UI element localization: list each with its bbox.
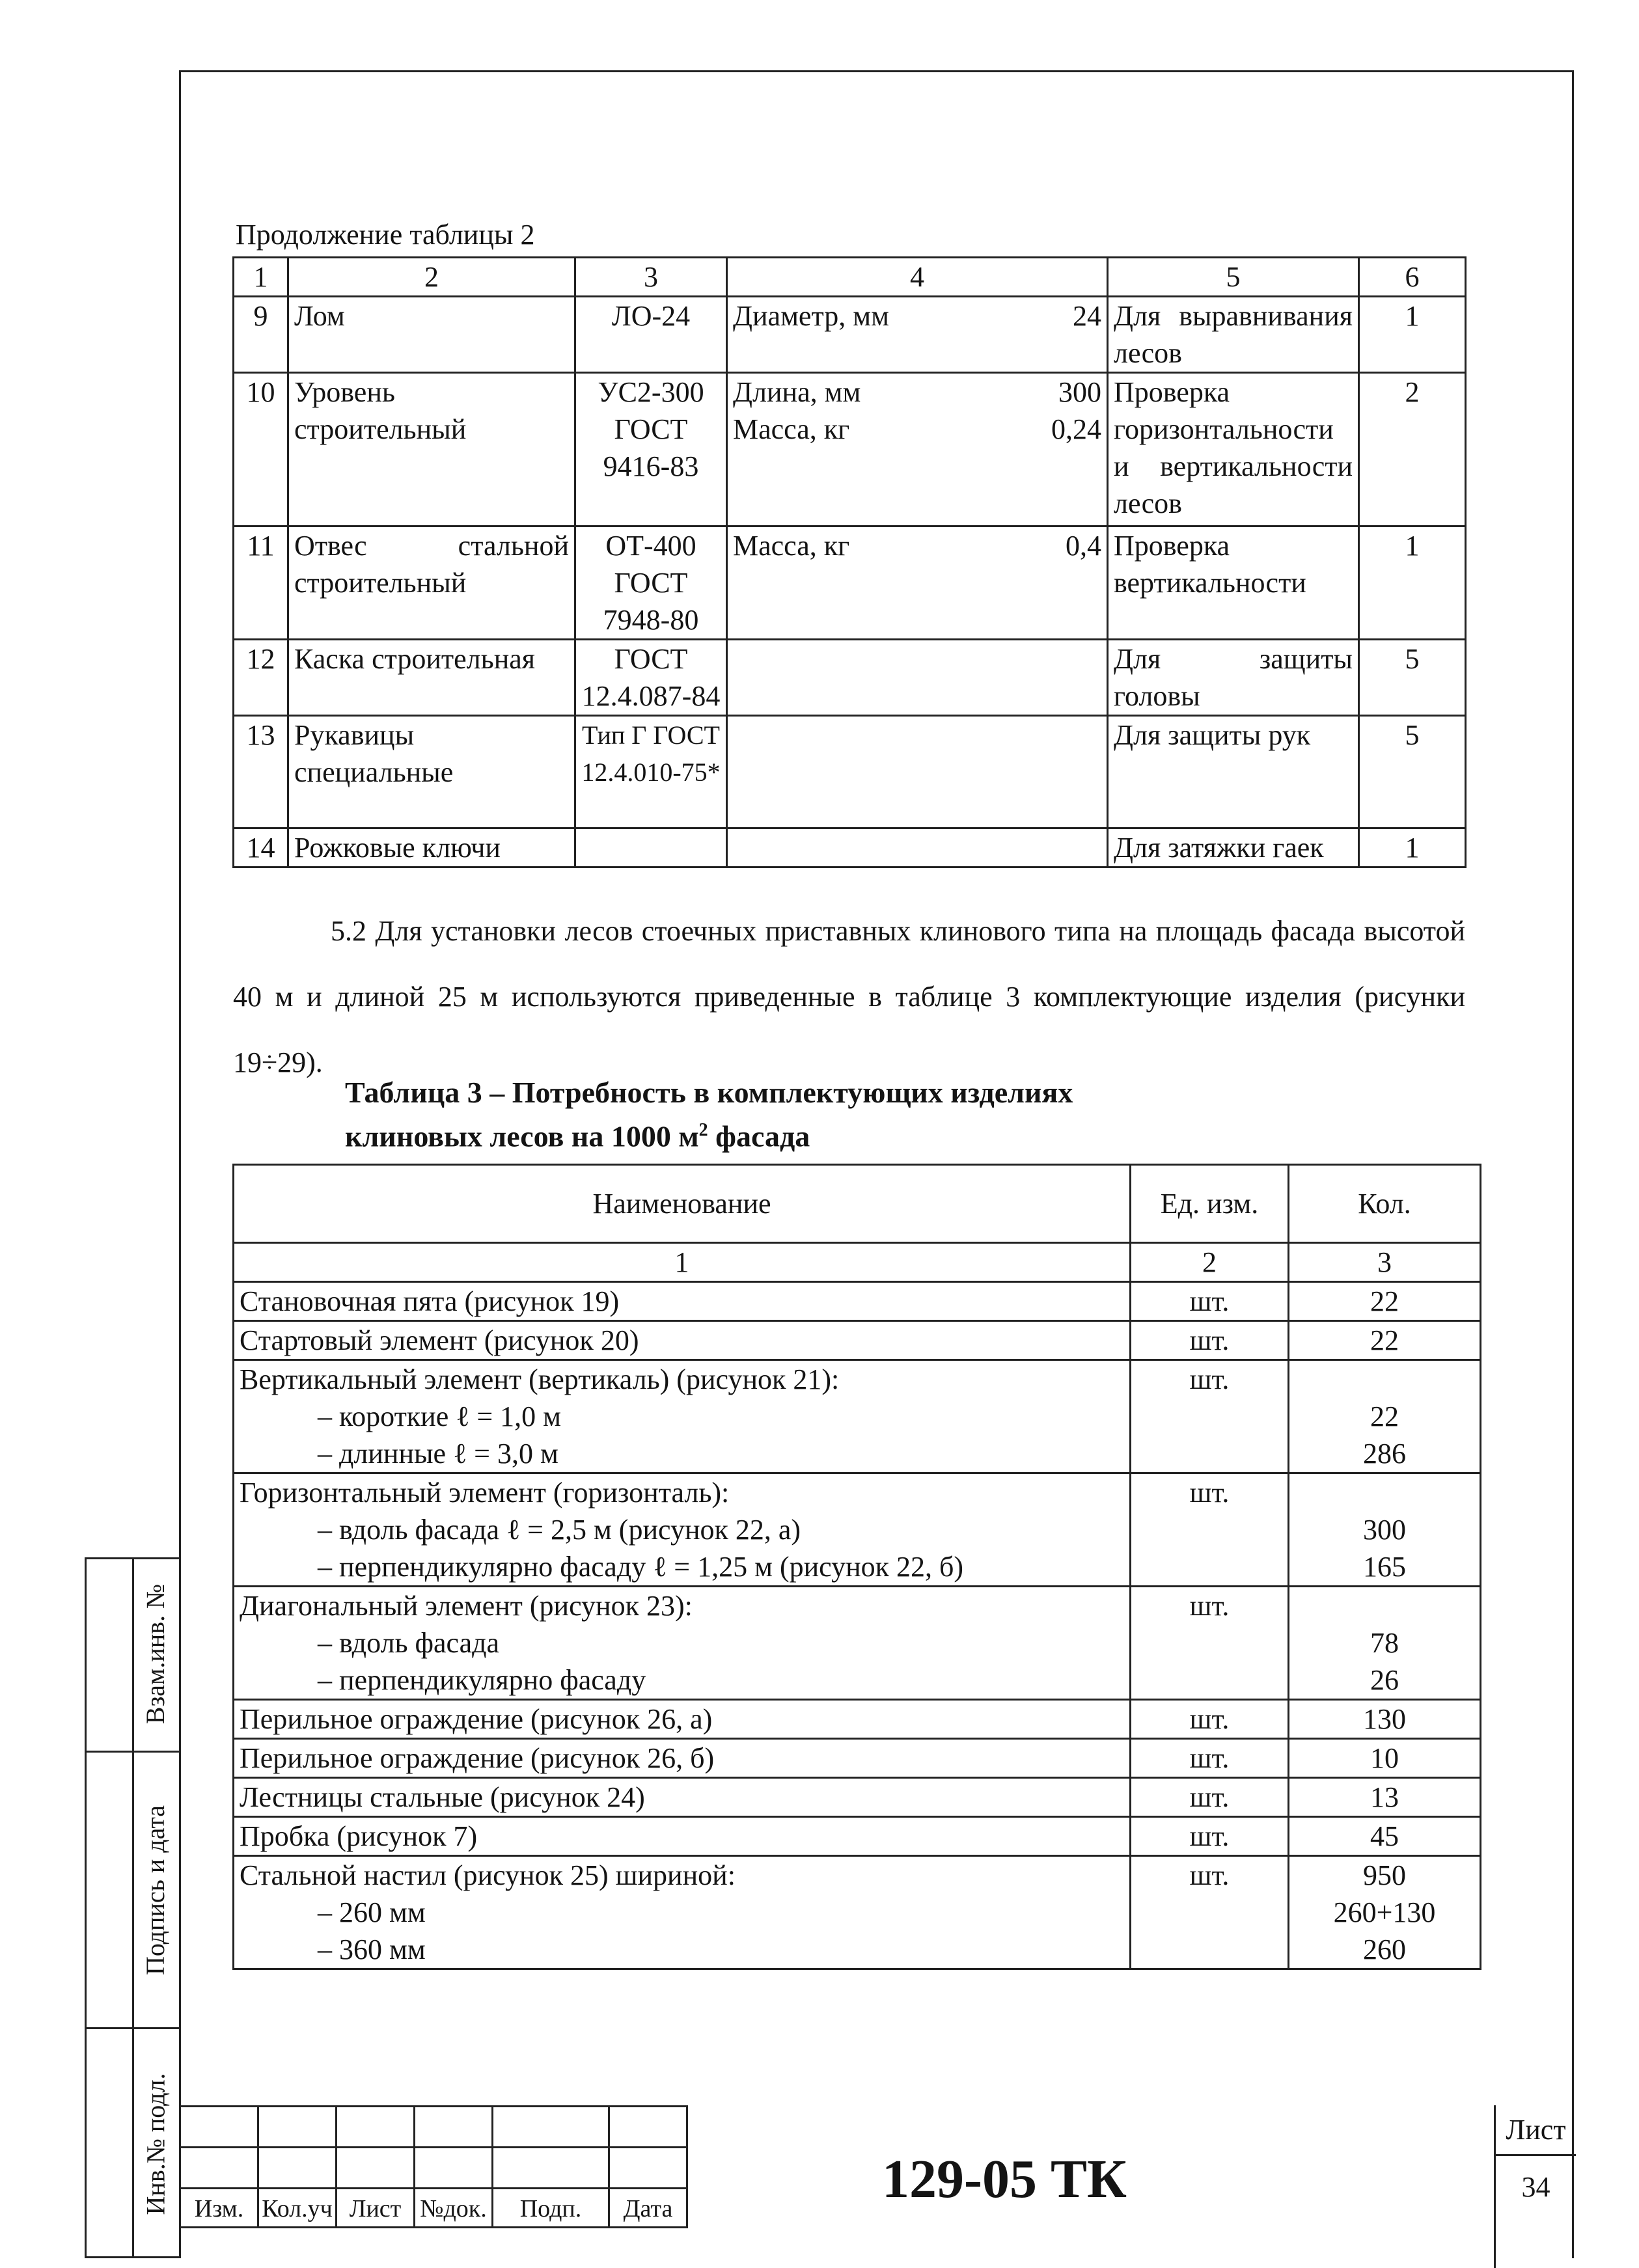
document-number: 129-05 ТК [882, 2149, 1127, 2209]
table2-header-row: 1 2 3 4 5 6 [234, 258, 1466, 297]
table-row: 13 Рукавицы специальные Тип Г ГОСТ 12.4.010-75* Для защиты рук 5 [234, 716, 1466, 828]
title-block-grid [179, 2105, 688, 2228]
paragraph-5-2: 5.2 Для установки лесов стоечных приставных клинового типа на площадь фасада высотой 40 м и длиной 25 м используются приведенные в таблице 3 комплектующие изделия (рисунки 19÷29). [233, 915, 1465, 1078]
table3-header-row: Наименование Ед. изм. Кол. [234, 1165, 1481, 1243]
signature-date-label: Подпись и дата [141, 1805, 170, 1975]
table3-number-row: 1 2 3 [234, 1243, 1481, 1282]
table-row: Стартовый элемент (рисунок 20) шт. 22 [234, 1321, 1481, 1360]
table-row: 12 Каска строительная ГОСТ 12.4.087-84 Для защиты головы 5 [234, 640, 1466, 716]
table-row: Диагональный элемент (рисунок 23): – вдоль фасада – перпендикулярно фасаду шт. 78 26 [234, 1587, 1481, 1700]
table3-caption: Таблица 3 – Потребность в комплектующих изделиях клиновых лесов на 1000 $м^2$ фасада [345, 1076, 1073, 1153]
table2-continuation-caption: Продолжение таблицы 2 [236, 219, 535, 251]
sheet-number: 34 [1521, 2171, 1550, 2203]
table-row: 14 Рожковые ключи Для затяжки гаек 1 [234, 828, 1466, 868]
table3 [232, 1164, 1481, 1970]
table-row: 11 Отвес стальной строительный ОТ-400 ГОСТ 7948-80 Масса, кг 0,4 Проверка вертикальности 1 [234, 526, 1466, 640]
vzam-label: Взам.инв. № [141, 1583, 171, 1725]
table-row: Лестницы стальные (рисунок 24) шт. 13 [234, 1778, 1481, 1817]
table-row: Перильное ограждение (рисунок 26, а) шт. 130 [234, 1700, 1481, 1739]
inventory-number-label: Инв.№ подл. [141, 2073, 171, 2215]
sheet-label: Лист [1496, 2105, 1576, 2156]
table-row: Вертикальный элемент (вертикаль) (рисунок 21): – короткие ℓ = 1,0 м – длинные ℓ = 3,0 м шт. 22 286 [234, 1360, 1481, 1473]
table-row: Стальной настил (рисунок 25) шириной: – 260 мм – 360 мм шт. 950 260+130 260 [234, 1856, 1481, 1969]
sheet-box [1494, 2105, 1576, 2268]
table-row: 9 Лом ЛО-24 Диаметр, мм 24 Для выравнивания лесов 1 [234, 297, 1466, 373]
table-row: Перильное ограждение (рисунок 26, б) шт. 10 [234, 1739, 1481, 1778]
table-row: 10 Уровень строительный УС2-300 ГОСТ 9416-83 Длина, мм 300 Масса, кг 0,24 Проверка горизонтальности и вертикальности лесов 2 [234, 373, 1466, 526]
table-row: Пробка (рисунок 7) шт. 45 [234, 1817, 1481, 1856]
title-block-labels: Изм. Кол.уч Лист №док. Подп. Дата [180, 2189, 687, 2228]
table2 [232, 256, 1467, 868]
table-row: Горизонтальный элемент (горизонталь): – вдоль фасада ℓ = 2,5 м (рисунок 22, а) – перпендикулярно фасаду ℓ = 1,25 м (рисунок 22, б) шт. 300 165 [234, 1473, 1481, 1587]
table-row: Становочная пята (рисунок 19) шт. 22 [234, 1282, 1481, 1321]
